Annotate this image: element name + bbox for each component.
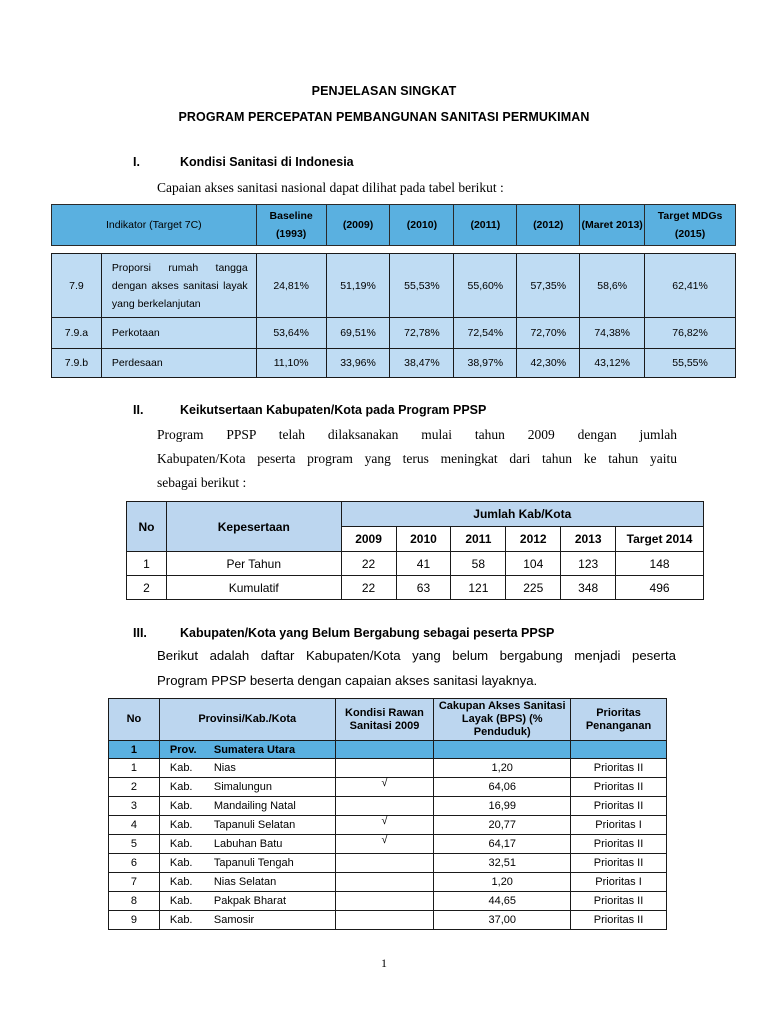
kab-name: Mandailing Natal: [213, 800, 296, 812]
table-row: [109, 797, 667, 816]
section-3-paragraph-line: Program PPSP beserta dengan capaian akses sanitasi layaknya.: [157, 673, 538, 688]
indicator-code: 7.9.b: [52, 349, 102, 378]
kab-name-cell: [159, 797, 335, 816]
cakupan-cell: 37,00: [434, 911, 571, 930]
header-jumlah-kab-kota: Jumlah Kab/Kota: [341, 502, 703, 527]
cell-value: 104: [506, 552, 561, 576]
province-no: 1: [109, 741, 160, 759]
kab-type: Kab.: [169, 800, 193, 812]
kab-name: Labuhan Batu: [213, 838, 283, 850]
kab-name: Simalungun: [213, 781, 272, 793]
rawan-cell: [335, 759, 434, 778]
cell-value: 43,12%: [580, 349, 645, 378]
cell-value: 55,60%: [454, 254, 517, 318]
header-no: No: [127, 502, 167, 552]
cakupan-cell: 64,06: [434, 778, 571, 797]
row-no: 1: [127, 552, 167, 576]
kab-name: Tapanuli Tengah: [213, 857, 294, 869]
kab-type: Kab.: [169, 781, 193, 793]
row-no: 3: [109, 797, 160, 816]
kab-name-cell: [159, 873, 335, 892]
table-row: [109, 854, 667, 873]
cell-value: 53,64%: [256, 318, 326, 349]
row-no: 2: [109, 778, 160, 797]
prioritas-cell: Prioritas II: [571, 778, 667, 797]
header-kepesertaan: Kepesertaan: [166, 502, 341, 552]
table-row: [109, 759, 667, 778]
row-no: 1: [109, 759, 160, 778]
cell-value: 38,47%: [390, 349, 454, 378]
section-3-paragraph-line: Berikut adalah daftar Kabupaten/Kota yang belum bergabung menjadi peserta: [157, 648, 676, 663]
section-2-number: II.: [133, 403, 144, 417]
prioritas-cell: Prioritas I: [571, 816, 667, 835]
province-name-cell: [159, 741, 335, 759]
rawan-cell: [335, 816, 434, 835]
kab-name-cell: [159, 778, 335, 797]
check-mark: √: [381, 777, 388, 789]
rawan-cell: [335, 778, 434, 797]
sanitation-access-table: [51, 204, 736, 378]
check-mark: √: [381, 834, 388, 846]
indicator-code: 7.9: [52, 254, 102, 318]
table-row: [109, 873, 667, 892]
section-1-intro: Capaian akses sanitasi nasional dapat dilihat pada tabel berikut :: [157, 180, 504, 195]
cell-value: 58: [451, 552, 506, 576]
kab-name: Pakpak Bharat: [213, 895, 287, 907]
cell-value: 74,38%: [580, 318, 645, 349]
kab-name: Nias: [213, 762, 236, 774]
kab-name-cell: [159, 911, 335, 930]
kab-name-cell: [159, 816, 335, 835]
kab-type: Kab.: [169, 762, 193, 774]
table-row: [127, 552, 704, 576]
cakupan-cell: 64,17: [434, 835, 571, 854]
cell-value: 69,51%: [326, 318, 390, 349]
cakupan-cell: 20,77: [434, 816, 571, 835]
table-row: [52, 318, 736, 349]
check-mark: √: [381, 815, 388, 827]
section-2-paragraph-line: sebagai berikut :: [157, 475, 247, 490]
cakupan-cell: 16,99: [434, 797, 571, 816]
cell-value: 348: [561, 576, 616, 600]
section-2-paragraph-line: Program PPSP telah dilaksanakan mulai tahun 2009 dengan jumlah: [157, 427, 677, 442]
prioritas-cell: Prioritas II: [571, 854, 667, 873]
row-label: Kumulatif: [166, 576, 341, 600]
province-name: Sumatera Utara: [213, 743, 296, 756]
cell-value: 123: [561, 552, 616, 576]
indicator-label: Perdesaan: [101, 349, 256, 378]
prioritas-cell: Prioritas II: [571, 759, 667, 778]
kab-type: Kab.: [169, 914, 193, 926]
kab-type: Kab.: [169, 876, 193, 888]
cell-value: 55,53%: [390, 254, 454, 318]
province-row: [109, 741, 667, 759]
cell-value: 42,30%: [517, 349, 580, 378]
section-1-number: I.: [133, 155, 140, 169]
rawan-cell: [335, 797, 434, 816]
cell-value: 55,55%: [645, 349, 736, 378]
cell-value: 63: [396, 576, 451, 600]
table-row: [109, 911, 667, 930]
table-row: [109, 892, 667, 911]
kab-name: Nias Selatan: [213, 876, 277, 888]
doc-title: PENJELASAN SINGKAT: [311, 84, 457, 98]
section-2-title: Keikutsertaan Kabupaten/Kota pada Program PPSP: [180, 403, 487, 417]
header-indikator: Indikator (Target 7C): [52, 205, 257, 246]
header-year: 2009: [341, 527, 396, 552]
header-target-mdgs: Target MDGs (2015): [645, 205, 736, 246]
empty-cell: [434, 741, 571, 759]
participation-table: [126, 501, 704, 600]
header-2009: (2009): [326, 205, 390, 246]
cell-value: 76,82%: [645, 318, 736, 349]
cell-value: 24,81%: [256, 254, 326, 318]
cell-value: 57,35%: [517, 254, 580, 318]
kab-name: Samosir: [213, 914, 255, 926]
rawan-cell: [335, 873, 434, 892]
cakupan-cell: 32,51: [434, 854, 571, 873]
prioritas-cell: Prioritas II: [571, 797, 667, 816]
cell-value: 22: [341, 576, 396, 600]
cakupan-cell: 44,65: [434, 892, 571, 911]
header-cakupan-akses: Cakupan Akses Sanitasi Layak (BPS) (% Penduduk): [434, 699, 571, 741]
kab-type: Kab.: [169, 838, 193, 850]
indicator-code: 7.9.a: [52, 318, 102, 349]
table-row: [109, 778, 667, 797]
kab-name-cell: [159, 854, 335, 873]
table-row: [127, 576, 704, 600]
rawan-cell: [335, 854, 434, 873]
header-prioritas: Prioritas Penanganan: [571, 699, 667, 741]
cell-value: 58,6%: [580, 254, 645, 318]
table-row: [109, 816, 667, 835]
indicator-label: Perkotaan: [101, 318, 256, 349]
header-no: No: [109, 699, 160, 741]
header-baseline: Baseline (1993): [256, 205, 326, 246]
table-row: [109, 835, 667, 854]
cakupan-cell: 1,20: [434, 873, 571, 892]
non-participant-table: [108, 698, 667, 930]
rawan-cell: [335, 892, 434, 911]
header-2011: (2011): [454, 205, 517, 246]
kab-name-cell: [159, 892, 335, 911]
row-no: 8: [109, 892, 160, 911]
table-row: [52, 349, 736, 378]
cell-value: 72,78%: [390, 318, 454, 349]
rawan-cell: [335, 835, 434, 854]
kab-name: Tapanuli Selatan: [213, 819, 296, 831]
row-no: 5: [109, 835, 160, 854]
province-type: Prov.: [169, 743, 197, 756]
cell-value: 72,54%: [454, 318, 517, 349]
kab-name-cell: [159, 759, 335, 778]
header-maret-2013: (Maret 2013): [580, 205, 645, 246]
header-provinsi-kab-kota: Provinsi/Kab./Kota: [159, 699, 335, 741]
row-no: 9: [109, 911, 160, 930]
page-number: 1: [381, 956, 387, 970]
cell-value: 496: [616, 576, 704, 600]
cell-value: 11,10%: [256, 349, 326, 378]
header-2010: (2010): [390, 205, 454, 246]
cell-value: 148: [616, 552, 704, 576]
section-1-title: Kondisi Sanitasi di Indonesia: [180, 155, 354, 169]
section-3-title: Kabupaten/Kota yang Belum Bergabung sebagai peserta PPSP: [180, 626, 555, 640]
header-year: 2012: [506, 527, 561, 552]
prioritas-cell: Prioritas II: [571, 835, 667, 854]
cell-value: 38,97%: [454, 349, 517, 378]
cakupan-cell: 1,20: [434, 759, 571, 778]
kab-name-cell: [159, 835, 335, 854]
cell-value: 51,19%: [326, 254, 390, 318]
cell-value: 72,70%: [517, 318, 580, 349]
header-2012: (2012): [517, 205, 580, 246]
kab-type: Kab.: [169, 857, 193, 869]
cell-value: 225: [506, 576, 561, 600]
section-2-paragraph-line: Kabupaten/Kota peserta program yang terus meningkat dari tahun ke tahun yaitu: [157, 451, 677, 466]
cell-value: 33,96%: [326, 349, 390, 378]
empty-cell: [335, 741, 434, 759]
kab-type: Kab.: [169, 895, 193, 907]
table-row: [52, 254, 736, 318]
cell-value: 22: [341, 552, 396, 576]
cell-value: 62,41%: [645, 254, 736, 318]
doc-subtitle: PROGRAM PERCEPATAN PEMBANGUNAN SANITASI PERMUKIMAN: [178, 110, 590, 124]
cell-value: 41: [396, 552, 451, 576]
prioritas-cell: Prioritas I: [571, 873, 667, 892]
prioritas-cell: Prioritas II: [571, 892, 667, 911]
row-no: 4: [109, 816, 160, 835]
header-target-2014: Target 2014: [616, 527, 704, 552]
kab-type: Kab.: [169, 819, 193, 831]
empty-cell: [571, 741, 667, 759]
row-label: Per Tahun: [166, 552, 341, 576]
header-kondisi-rawan: Kondisi Rawan Sanitasi 2009: [335, 699, 434, 741]
indicator-label: Proporsi rumah tangga dengan akses sanitasi layak yang berkelanjutan: [101, 254, 256, 318]
row-no: 7: [109, 873, 160, 892]
header-year: 2010: [396, 527, 451, 552]
row-no: 2: [127, 576, 167, 600]
table-spacer: [52, 246, 736, 254]
cell-value: 121: [451, 576, 506, 600]
section-3-number: III.: [133, 626, 147, 640]
header-year: 2011: [451, 527, 506, 552]
rawan-cell: [335, 911, 434, 930]
header-year: 2013: [561, 527, 616, 552]
row-no: 6: [109, 854, 160, 873]
prioritas-cell: Prioritas II: [571, 911, 667, 930]
